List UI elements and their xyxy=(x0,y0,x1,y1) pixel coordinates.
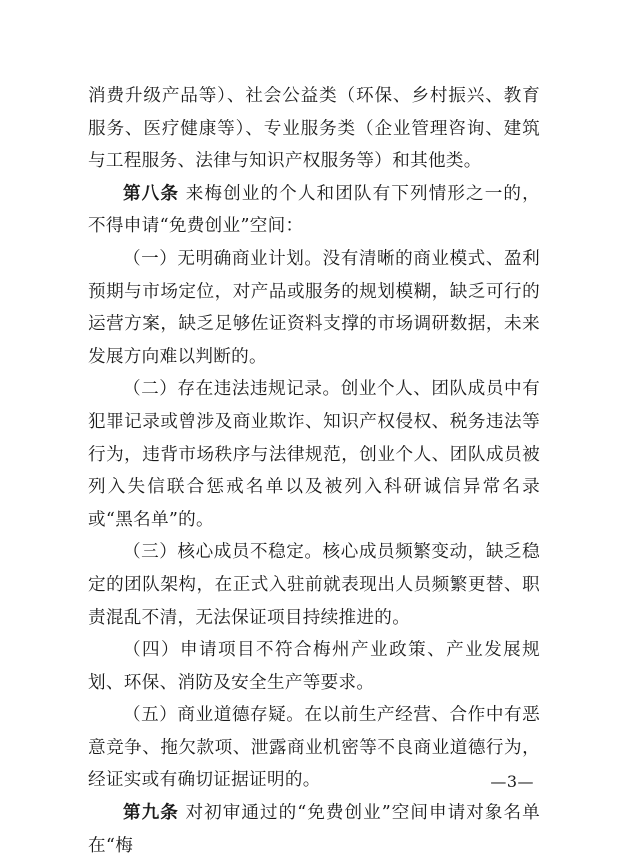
item-1-text: （一）无明确商业计划。没有清晰的商业模式、盈利预期与市场定位，对产品或服务的规划模糊，缺乏可行的运营方案，缺乏足够佐证资料支撑的市场调研数据，未来发展方向难以判断的。 xyxy=(88,248,540,367)
paragraph-item-1 xyxy=(88,243,540,373)
item-3-text: （三）核心成员不稳定。核心成员频繁变动，缺乏稳定的团队架构，在正式入驻前就表现出人员频繁更替、职责混乱不清，无法保证项目持续推进的。 xyxy=(88,542,540,628)
paragraph-item-5 xyxy=(88,699,540,797)
article-8-heading: 第八条 xyxy=(123,182,180,204)
paragraph-item-4 xyxy=(88,634,540,699)
paragraph-article-8 xyxy=(88,178,540,243)
item-2-text: （二）存在违法违规记录。创业个人、团队成员中有犯罪记录或曾涉及商业欺诈、知识产权侵权、税务违法等行为，违背市场秩序与法律规范，创业个人、团队成员被列入失信联合惩戒名单以及被列入科研诚信异常名录或“黑名单”的。 xyxy=(88,379,540,530)
article-9-heading: 第九条 xyxy=(123,802,179,824)
item-5-text: （五）商业道德存疑。在以前生产经营、合作中有恶意竞争、拖欠款项、泄露商业机密等不良商业道德行为，经证实或有确切证据证明的。 xyxy=(88,705,540,791)
paragraph-item-3 xyxy=(88,536,540,634)
paragraph-1 xyxy=(88,80,540,178)
body-text xyxy=(88,80,540,862)
paragraph-1-text: 消费升级产品等）、社会公益类（环保、乡村振兴、教育服务、医疗健康等）、专业服务类（企业管理咨询、建筑与工程服务、法律与知识产权服务等）和其他类。 xyxy=(88,86,540,172)
item-4-text: （四）申请项目不符合梅州产业政策、产业发展规划、环保、消防及安全生产等要求。 xyxy=(88,640,540,693)
page-number: —3— xyxy=(490,772,534,791)
paragraph-article-9 xyxy=(88,797,540,862)
article-9-text: 对初审通过的“免费创业”空间申请对象名单在“梅 xyxy=(88,803,540,856)
paragraph-item-2 xyxy=(88,373,540,536)
article-8-text: 来梅创业的个人和团队有下列情形之一的，不得申请“免费创业”空间： xyxy=(88,183,540,237)
